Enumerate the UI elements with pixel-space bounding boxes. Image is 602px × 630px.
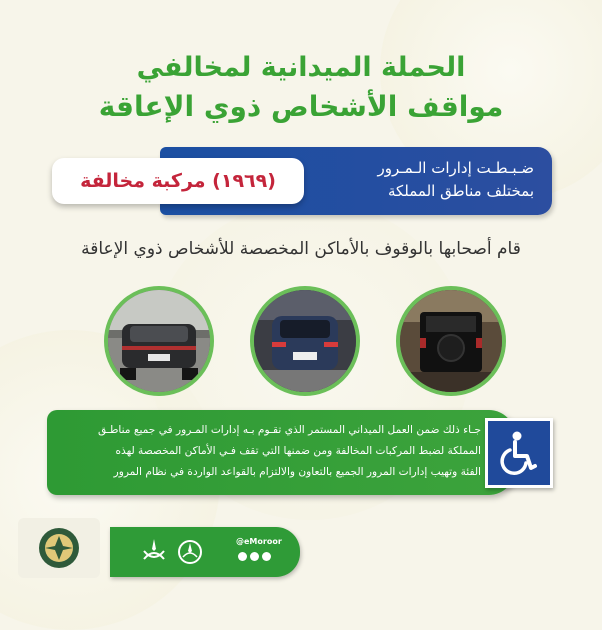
- car-photo-3: [396, 286, 506, 396]
- title-line-2: مواقف الأشخاص ذوي الإعاقة: [98, 90, 504, 123]
- car-photo-1: [104, 286, 214, 396]
- accessibility-sign: [485, 418, 553, 488]
- subtitle: قام أصحابها بالوقوف بالأماكن المخصصة للأشخاص ذوي الإعاقة: [81, 239, 521, 259]
- info-line-3: الفئة وتهيب إدارات المرور الجميع بالتعاون والالتزام بالقواعد الواردة في نظام المرور: [113, 466, 481, 478]
- violation-count-card: [52, 158, 304, 204]
- instagram-icon[interactable]: [250, 552, 259, 561]
- car-rear-photo-offroad: [400, 290, 502, 392]
- footer-bar: [110, 527, 300, 577]
- violation-count: (١٩٦٩) مركبة مخالفة: [80, 170, 276, 192]
- info-box: [47, 410, 515, 495]
- twitter-icon[interactable]: [238, 552, 247, 561]
- info-line-1: جـاء ذلك ضمن العمل الميداني المستمر الذي تقـوم بـه إدارات المـرور في جميع مناطـق: [98, 424, 481, 436]
- ministry-interior-emblem-icon: [176, 537, 204, 567]
- info-text: [61, 420, 481, 483]
- info-line-2: المملكة لضبط المركبات المخالفة ومن ضمنها التي تقف فـي الأماكن المخصصة لهذه: [115, 445, 481, 457]
- car-rear-photo-crossover: [254, 290, 356, 392]
- facebook-icon[interactable]: [262, 552, 271, 561]
- seized-line-2: بمختلف مناطق المملكة: [387, 182, 534, 200]
- saudi-emblem-icon: [140, 537, 168, 567]
- seized-line-1: ضـبـطـت إدارات الـمـرور: [377, 159, 534, 177]
- car-rear-photo-suv: [108, 290, 210, 392]
- traffic-police-logo: [18, 518, 100, 578]
- title-line-1: الحملة الميدانية لمخالفي: [136, 52, 466, 83]
- wheelchair-icon: [497, 430, 541, 476]
- seized-banner-text: [314, 157, 534, 203]
- social-handle[interactable]: @eMoroor: [236, 537, 282, 546]
- car-photo-2: [250, 286, 360, 396]
